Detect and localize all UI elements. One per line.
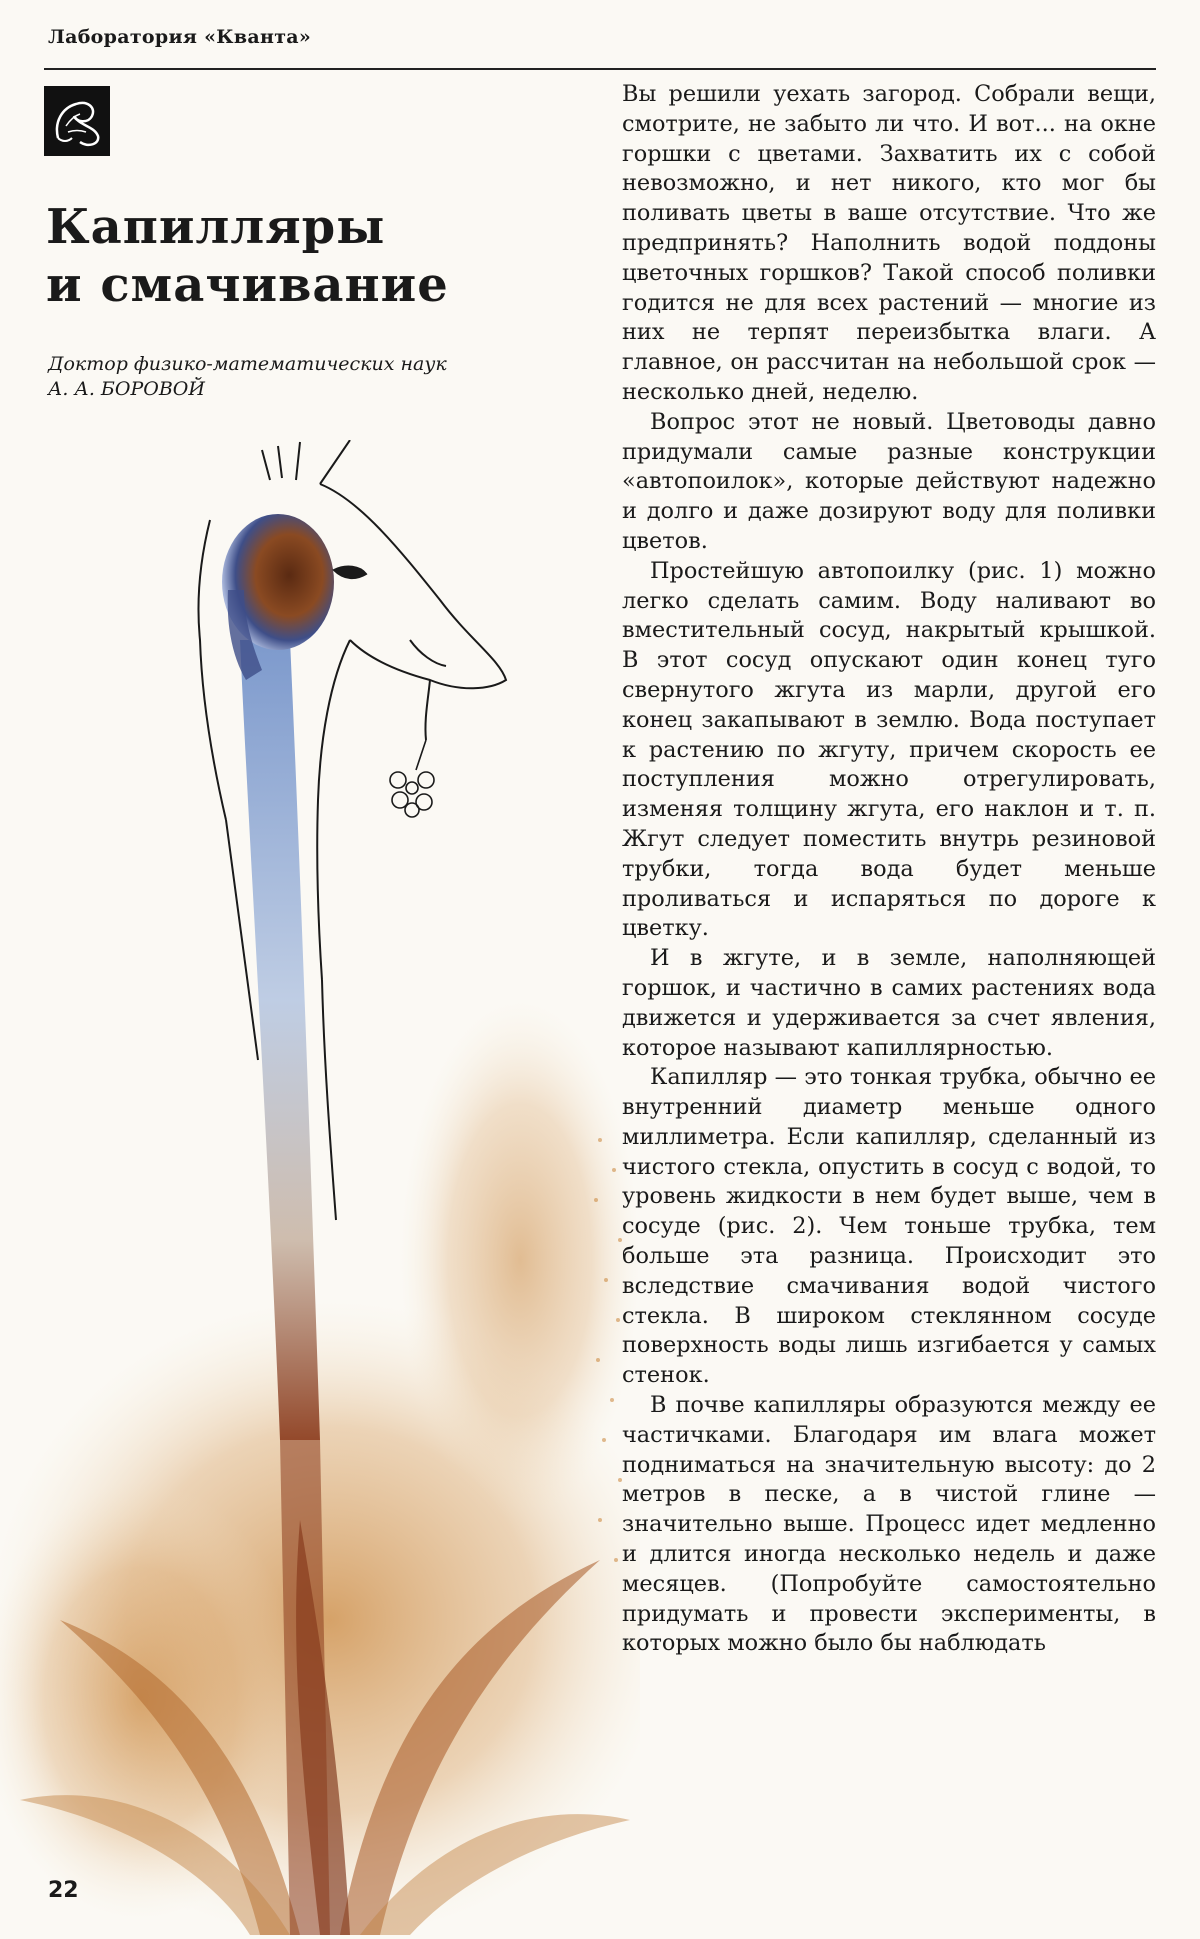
article-paragraph: Капилляр — это тонкая трубка, обычно ее внутренний диаметр меньше одного миллиметра. Если капилляр, сделанный из чистого стекла, опустить в сосуд с водой, то уровень жидкости в нем будет выше, чем в сосуде (рис. 2). Чем тоньше трубка, тем больше эта разница. Происходит это вследствие смачивания водой чистого стекла. В широком стеклянном сосуде поверхность воды лишь изгибается у самых стенок. — [622, 1064, 1156, 1389]
article-paragraph: Вопрос этот не новый. Цветоводы давно придумали самые разные конструкции «автопоилок», которые действуют надежно и долго и даже дозируют воду для поливки цветов. — [622, 408, 1156, 554]
article-body — [622, 80, 1156, 1659]
article-paragraph: Вы решили уехать загород. Собрали вещи, смотрите, не забыто ли что. И вот... на окне горшки с цветами. Захватить их с собой невозможно, и нет никого, кто мог бы поливать цветы в ваше отсутствие. Что же предпринять? Наполнить водой поддоны цветочных горшков? Такой способ поливки годится не для всех растений — многие из них не терпят переизбытка влаги. А главное, он рассчитан на небольшой срок — несколько дней, неделю. — [622, 81, 1156, 405]
title-line-1: Капилляры — [46, 199, 386, 255]
author-name: А. А. БОРОВОЙ — [48, 378, 205, 400]
header-rule — [44, 68, 1156, 70]
butterfly-logo-icon — [44, 86, 110, 156]
article-paragraph: В почве капилляры образуются между ее частичками. Благодаря им влага может подниматься на значительную высоту: до 2 метров в песке, а в чистой глине — значительно выше. Процесс идет медленно и длится иногда несколько недель и даже месяцев. (Попробуйте самостоятельно придумать и провести эксперименты, в которых можно было бы наблюдать — [622, 1392, 1156, 1657]
giraffe-capillary-illustration — [0, 440, 640, 1935]
title-line-2: и смачивание — [46, 257, 449, 313]
article-paragraph: Простейшую автопоилку (рис. 1) можно легко сделать самим. Воду наливают во вместительный сосуд, накрытый крышкой. В этот сосуд опускают один конец туго свернутого жгута из марли, другой его конец закапывают в землю. Вода поступает к растению по жгуту, причем скорость ее поступления можно отрегулировать, изменяя толщину жгута, его наклон и т. п. Жгут следует поместить внутрь резиновой трубки, тогда вода будет меньше проливаться и испаряться по дороге к цветку. — [622, 557, 1156, 942]
article-paragraph: И в жгуте, и в земле, наполняющей горшок, и частично в самих растениях вода движется и удерживается за счет явления, которое называют капиллярностью. — [622, 945, 1156, 1061]
article-title — [46, 198, 566, 314]
section-header: Лаборатория «Кванта» — [48, 26, 312, 48]
author-credit — [48, 352, 548, 402]
page-number: 22 — [48, 1878, 79, 1903]
author-degree: Доктор физико-математических наук — [48, 353, 447, 375]
